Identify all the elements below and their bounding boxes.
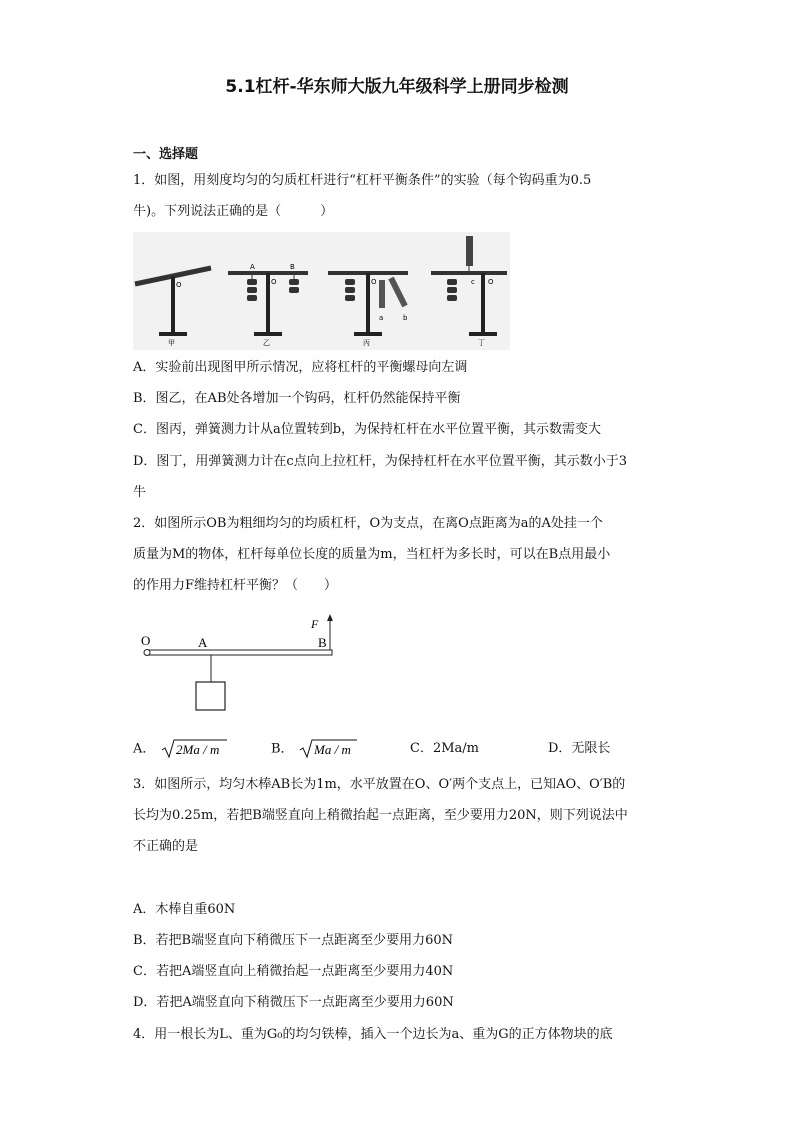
hook-weight [345, 295, 355, 301]
q2-stem-line3: 的作用力F维持杠杆平衡？（ ） [133, 578, 338, 593]
hook-weight [247, 287, 257, 293]
hook-weight [447, 279, 457, 285]
q2-option-c: C．2Ma/m [410, 741, 479, 756]
q1-stem-line1: 1．如图，用刻度均匀的匀质杠杆进行“杠杆平衡条件”的实验（每个钩码重为0.5 [133, 173, 592, 188]
q1-option-c: C．图丙，弹簧测力计从a位置转到b，为保持杠杆在水平位置平衡，其示数需变大 [133, 422, 602, 437]
pivot-circle [144, 650, 150, 656]
sqrt-symbol [160, 738, 228, 760]
stand-base [254, 332, 282, 336]
q3-option-b: B．若把B端竖直向下稍微压下一点距离至少要用力60N [133, 933, 454, 948]
q4-stem-line1: 4．用一根长为L、重为G₀的均匀铁棒，插入一个边长为a、重为G的正方体物块的底 [133, 1027, 613, 1042]
pivot-label: O [488, 278, 494, 286]
stand-base [469, 332, 497, 336]
hanging-mass [196, 682, 225, 710]
hook-weight [447, 295, 457, 301]
q3-stem-line1: 3．如图所示，均匀木棒AB长为1m，水平放置在O、O′两个支点上，已知AO、O′B的 [133, 777, 626, 792]
q2-stem-line2: 质量为M的物体，杠杆每单位长度的质量为m，当杠杆为多长时，可以在B点用最小 [133, 547, 611, 562]
q3-option-d: D．若把A端竖直向下稍微压下一点距离至少要用力60N [133, 995, 454, 1010]
lever-rod [146, 650, 332, 655]
q1-option-b: B．图乙，在AB处各增加一个钩码，杠杆仍然能保持平衡 [133, 391, 461, 406]
pivot-label: O [371, 278, 377, 286]
pivot-label: O [271, 278, 277, 286]
point-o-label: O [141, 633, 151, 648]
spring-scale [466, 236, 473, 266]
q3-stem-line3: 不正确的是 [133, 839, 199, 854]
caption-yi: 乙 [263, 339, 270, 347]
hook-weight [447, 287, 457, 293]
spring-scale-a [379, 280, 385, 308]
option-a-label: A． [133, 741, 156, 757]
q3-option-c: C．若把A端竖直向上稍微抬起一点距离至少要用力40N [133, 964, 454, 979]
hook-weight [289, 287, 299, 293]
position-b-label: b [403, 314, 408, 322]
hook-weight [345, 279, 355, 285]
q1-option-a: A．实验前出现图甲所示情况，应将杠杆的平衡螺母向左调 [133, 360, 468, 375]
page-title: 5.1杠杆-华东师大版九年级科学上册同步检测 [225, 77, 569, 97]
q2-option-a [133, 738, 228, 760]
point-b-label: B [290, 263, 295, 271]
position-a-label: a [379, 314, 384, 322]
q2-option-b [271, 738, 358, 760]
section-heading: 一、选择题 [133, 147, 199, 162]
point-a-label: A [198, 635, 208, 650]
q2-stem-line1: 2．如图所示OB为粗细均匀的均质杠杆，O为支点，在离O点距离为a的A处挂一个 [133, 516, 603, 531]
force-f-label: F [311, 617, 319, 631]
caption-ding: 丁 [478, 339, 485, 347]
pivot-label: O [176, 281, 182, 289]
option-a-expression: 2Ma / m [175, 742, 219, 757]
q2-option-d: D．无限长 [548, 741, 611, 756]
stand-base [159, 332, 187, 336]
q1-stem-line2: 牛)。下列说法正确的是（ ） [133, 204, 334, 219]
q1-option-d-line2: 牛 [133, 485, 147, 500]
caption-jia: 甲 [168, 339, 175, 347]
q3-stem-line2: 长均为0.25m，若把B端竖直向上稍微抬起一点距离，至少要用力20N，则下列说法中 [133, 808, 628, 823]
hook-weight [289, 279, 299, 285]
caption-bing: 丙 [363, 339, 370, 347]
point-a-label: A [250, 263, 255, 271]
q1-lever-figure [133, 232, 510, 350]
stand-base [354, 332, 382, 336]
q3-option-a: A．木棒自重60N [133, 902, 236, 917]
arrow-head [327, 614, 333, 621]
hook-weight [247, 279, 257, 285]
point-b-label: B [318, 635, 327, 650]
q2-lever-figure [138, 612, 348, 716]
q1-option-d-line1: D．图丁，用弹簧测力计在c点向上拉杠杆，为保持杠杆在水平位置平衡，其示数小于3 [133, 454, 627, 469]
option-b-expression: Ma / m [313, 742, 351, 757]
hook-weight [345, 287, 355, 293]
sqrt-symbol [298, 738, 358, 760]
option-b-label: B． [271, 741, 294, 757]
hook-weight [247, 295, 257, 301]
point-c-label: c [471, 278, 475, 286]
